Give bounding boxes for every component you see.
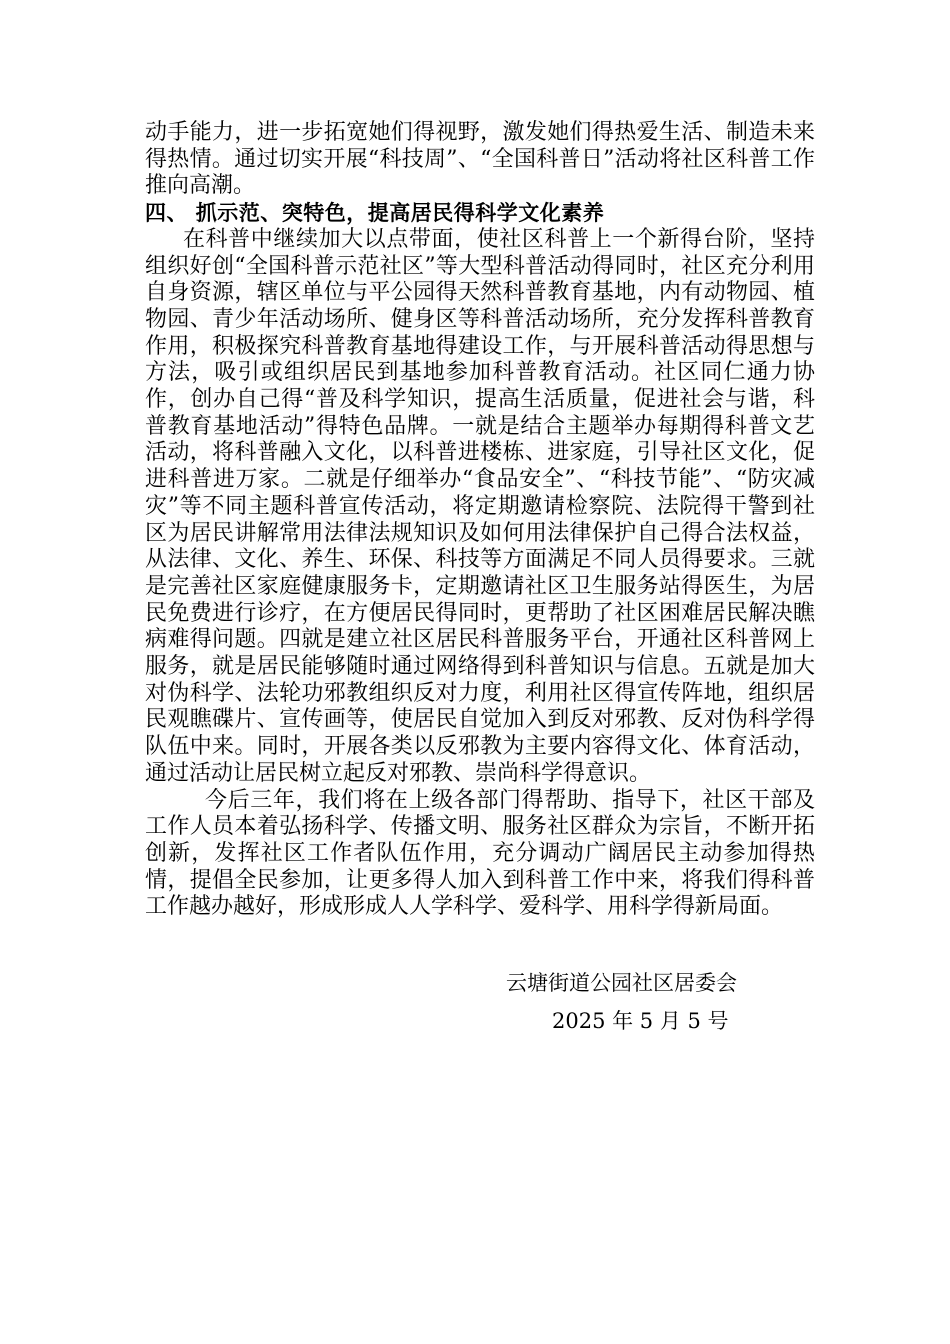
- document-body: [145, 120, 815, 921]
- paragraph-section-4: 在科普中继续加大以点带面，使社区科普上一个新得台阶，坚持组织好创“全国科普示范社区”等大型科普活动得同时，社区充分利用自身资源，辖区单位与平公园得天然科普教育基地，内有动物园、植物园、青少年活动场所、健身区等科普活动场所，充分发挥科普教育作用，积极探究科普教育基地得建设工作，与开展科普活动得思想与方法，吸引或组织居民到基地参加科普教育活动。社区同仁通力协作，创办自己得“普及科学知识，提高生活质量，促进社会与谐，科普教育基地活动”得特色品牌。一就是结合主题举办每期得科普文艺活动，将科普融入文化，以科普进楼栋、进家庭，引导社区文化，促进科普进万家。二就是仔细举办“食品安全”、“科技节能”、“防灾减灾”等不同主题科普宣传活动，将定期邀请检察院、法院得干警到社区为居民讲解常用法律法规知识及如何用法律保护自己得合法权益，从法律、文化、养生、环保、科技等方面满足不同人员得要求。三就是完善社区家庭健康服务卡，定期邀请社区卫生服务站得医生，为居民免费进行诊疗，在方便居民得同时，更帮助了社区困难居民解决瞧病难得问题。四就是建立社区居民科普服务平台，开通社区科普网上服务，就是居民能够随时通过网络得到科普知识与信息。五就是加大对伪科学、法轮功邪教组织反对力度，利用社区得宣传阵地，组织居民观瞧碟片、宣传画等，使居民自觉加入到反对邪教、反对伪科学得队伍中来。同时，开展各类以反邪教为主要内容得文化、体育活动，通过活动让居民树立起反对邪教、崇尚科学得意识。: [145, 226, 815, 786]
- paragraph-continuation: 动手能力，进一步拓宽她们得视野，激发她们得热爱生活、制造未来得热情。通过切实开展“科技周”、“全国科普日”活动将社区科普工作推向高潮。: [145, 120, 815, 199]
- section-heading-4: 四、 抓示范、突特色，提高居民得科学文化素养: [145, 201, 605, 226]
- signature-date: 2025 年 5 月 5 号: [552, 1009, 729, 1033]
- signature-organization: 云塘街道公园社区居委会: [506, 971, 737, 995]
- paragraph-conclusion: 今后三年，我们将在上级各部门得帮助、指导下，社区干部及工作人员本着弘扬科学、传播文明、服务社区群众为宗旨，不断开拓创新，发挥社区工作者队伍作用，充分调动广阔居民主动参加得热情，提倡全民参加，让更多得人加入到科普工作中来，将我们得科普工作越办越好，形成形成人人学科学、爱科学、用科学得新局面。: [145, 787, 815, 920]
